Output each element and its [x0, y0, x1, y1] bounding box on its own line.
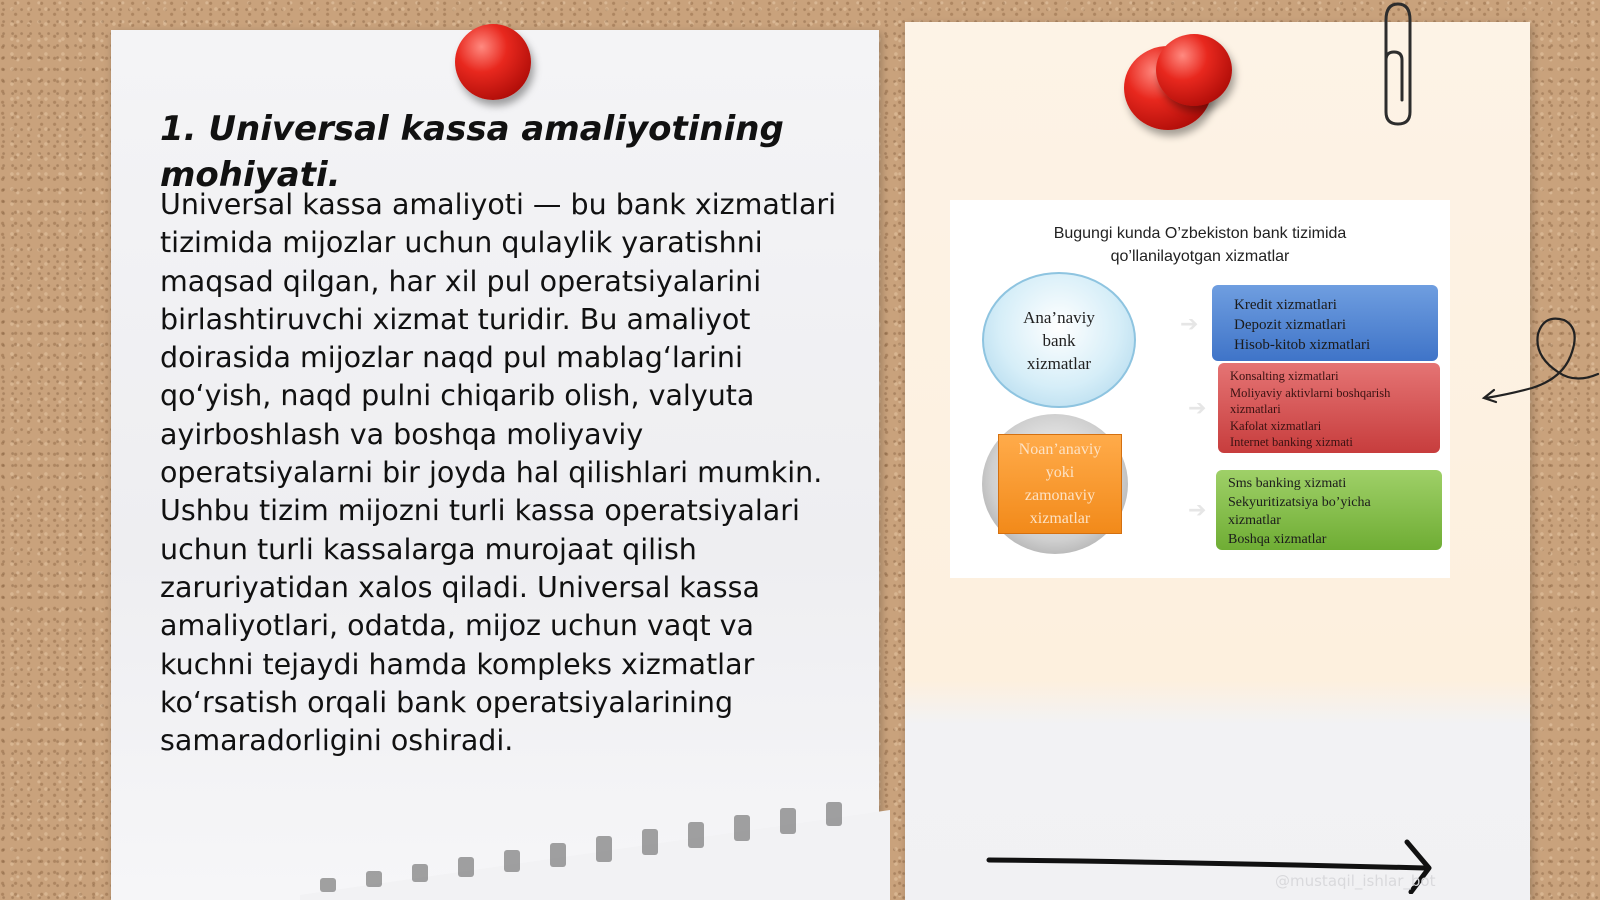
- box-label: xizmatlar: [1029, 510, 1091, 527]
- circle-label: xizmatlar: [1026, 353, 1092, 373]
- box-label: zamonaviy: [1024, 487, 1096, 504]
- service-item: Kredit xizmatlari: [1234, 297, 1337, 313]
- modern-services-box: [998, 434, 1122, 534]
- modern-services-list-b: [1216, 470, 1442, 550]
- circle-label: Ana’naviy: [1023, 307, 1095, 327]
- arrow-right-icon: ➔: [1180, 312, 1199, 337]
- service-item: Hisob-kitob xizmatlari: [1234, 337, 1371, 353]
- service-item: xizmatlar: [1228, 513, 1281, 528]
- box-label: yoki: [1045, 464, 1075, 481]
- service-item: Sekyuritizatsiya bo’yicha: [1228, 494, 1371, 510]
- slide-body-text: Universal kassa amaliyoti — bu bank xizmatlari tizimida mijozlar uchun qulaylik yaratishni maqsad qilgan, har xil pul operatsiyalarini birlashtiruvchi xizmat turidir. Bu amaliyot doirasida mijozlar naqd pul mablag‘larini qo‘yish, naqd pulni chiqarib olish, valyuta ayirboshlash va boshqa moliyaviy operatsiyalarni bir joyda hal qilishlari mumkin. Ushbu tizim mijozni turli kassa operatsiyalari uchun turli kassalarga murojaat qilish zaruriyatidan xalos qiladi. Universal kassa amaliyotlari, odatda, mijoz uchun vaqt va kuchni tejaydi hamda kompleks xizmatlar ko‘rsatish orqali bank operatsiyalarining samaradorligini oshiradi.: [160, 188, 837, 758]
- paper-clip-icon: [1372, 0, 1422, 130]
- traditional-services-circle: [982, 272, 1136, 408]
- service-item: Kafolat xizmatlari: [1230, 418, 1322, 433]
- push-pin-icon: [455, 24, 531, 100]
- service-item: Moliyaviy aktivlarni boshqarish: [1230, 385, 1391, 400]
- service-item: Boshqa xizmatlar: [1228, 531, 1327, 547]
- modern-services-list-a: [1218, 363, 1440, 453]
- torn-notebook-edge: [300, 800, 890, 900]
- service-item: Konsalting xizmatlari: [1230, 369, 1339, 383]
- service-item: xizmatlari: [1230, 402, 1281, 416]
- arrow-right-icon: ➔: [1188, 396, 1207, 421]
- watermark-text: @mustaqil_ishlar_bot: [1275, 872, 1436, 890]
- arrow-right-icon: ➔: [1188, 498, 1207, 523]
- slide-title: 1. Universal kassa amaliyotining mohiyati.: [160, 109, 784, 195]
- diagram-title-line: Bugungi kunda O’zbekiston bank tizimida: [1053, 225, 1347, 242]
- diagram-title: [950, 222, 1450, 268]
- diagram-title-line: qo’llanilayotgan xizmatlar: [1110, 248, 1290, 265]
- box-label: Noan’anaviy: [1018, 441, 1102, 458]
- service-item: Internet banking xizmati: [1230, 435, 1353, 449]
- push-pin-icon: [1156, 34, 1232, 106]
- bank-services-diagram: [950, 200, 1450, 578]
- service-item: Depozit xizmatlari: [1234, 317, 1347, 333]
- traditional-services-list: [1212, 285, 1438, 361]
- service-item: Sms banking xizmati: [1228, 476, 1347, 491]
- curly-arrow-icon: [1480, 312, 1600, 412]
- circle-label: bank: [1042, 330, 1076, 350]
